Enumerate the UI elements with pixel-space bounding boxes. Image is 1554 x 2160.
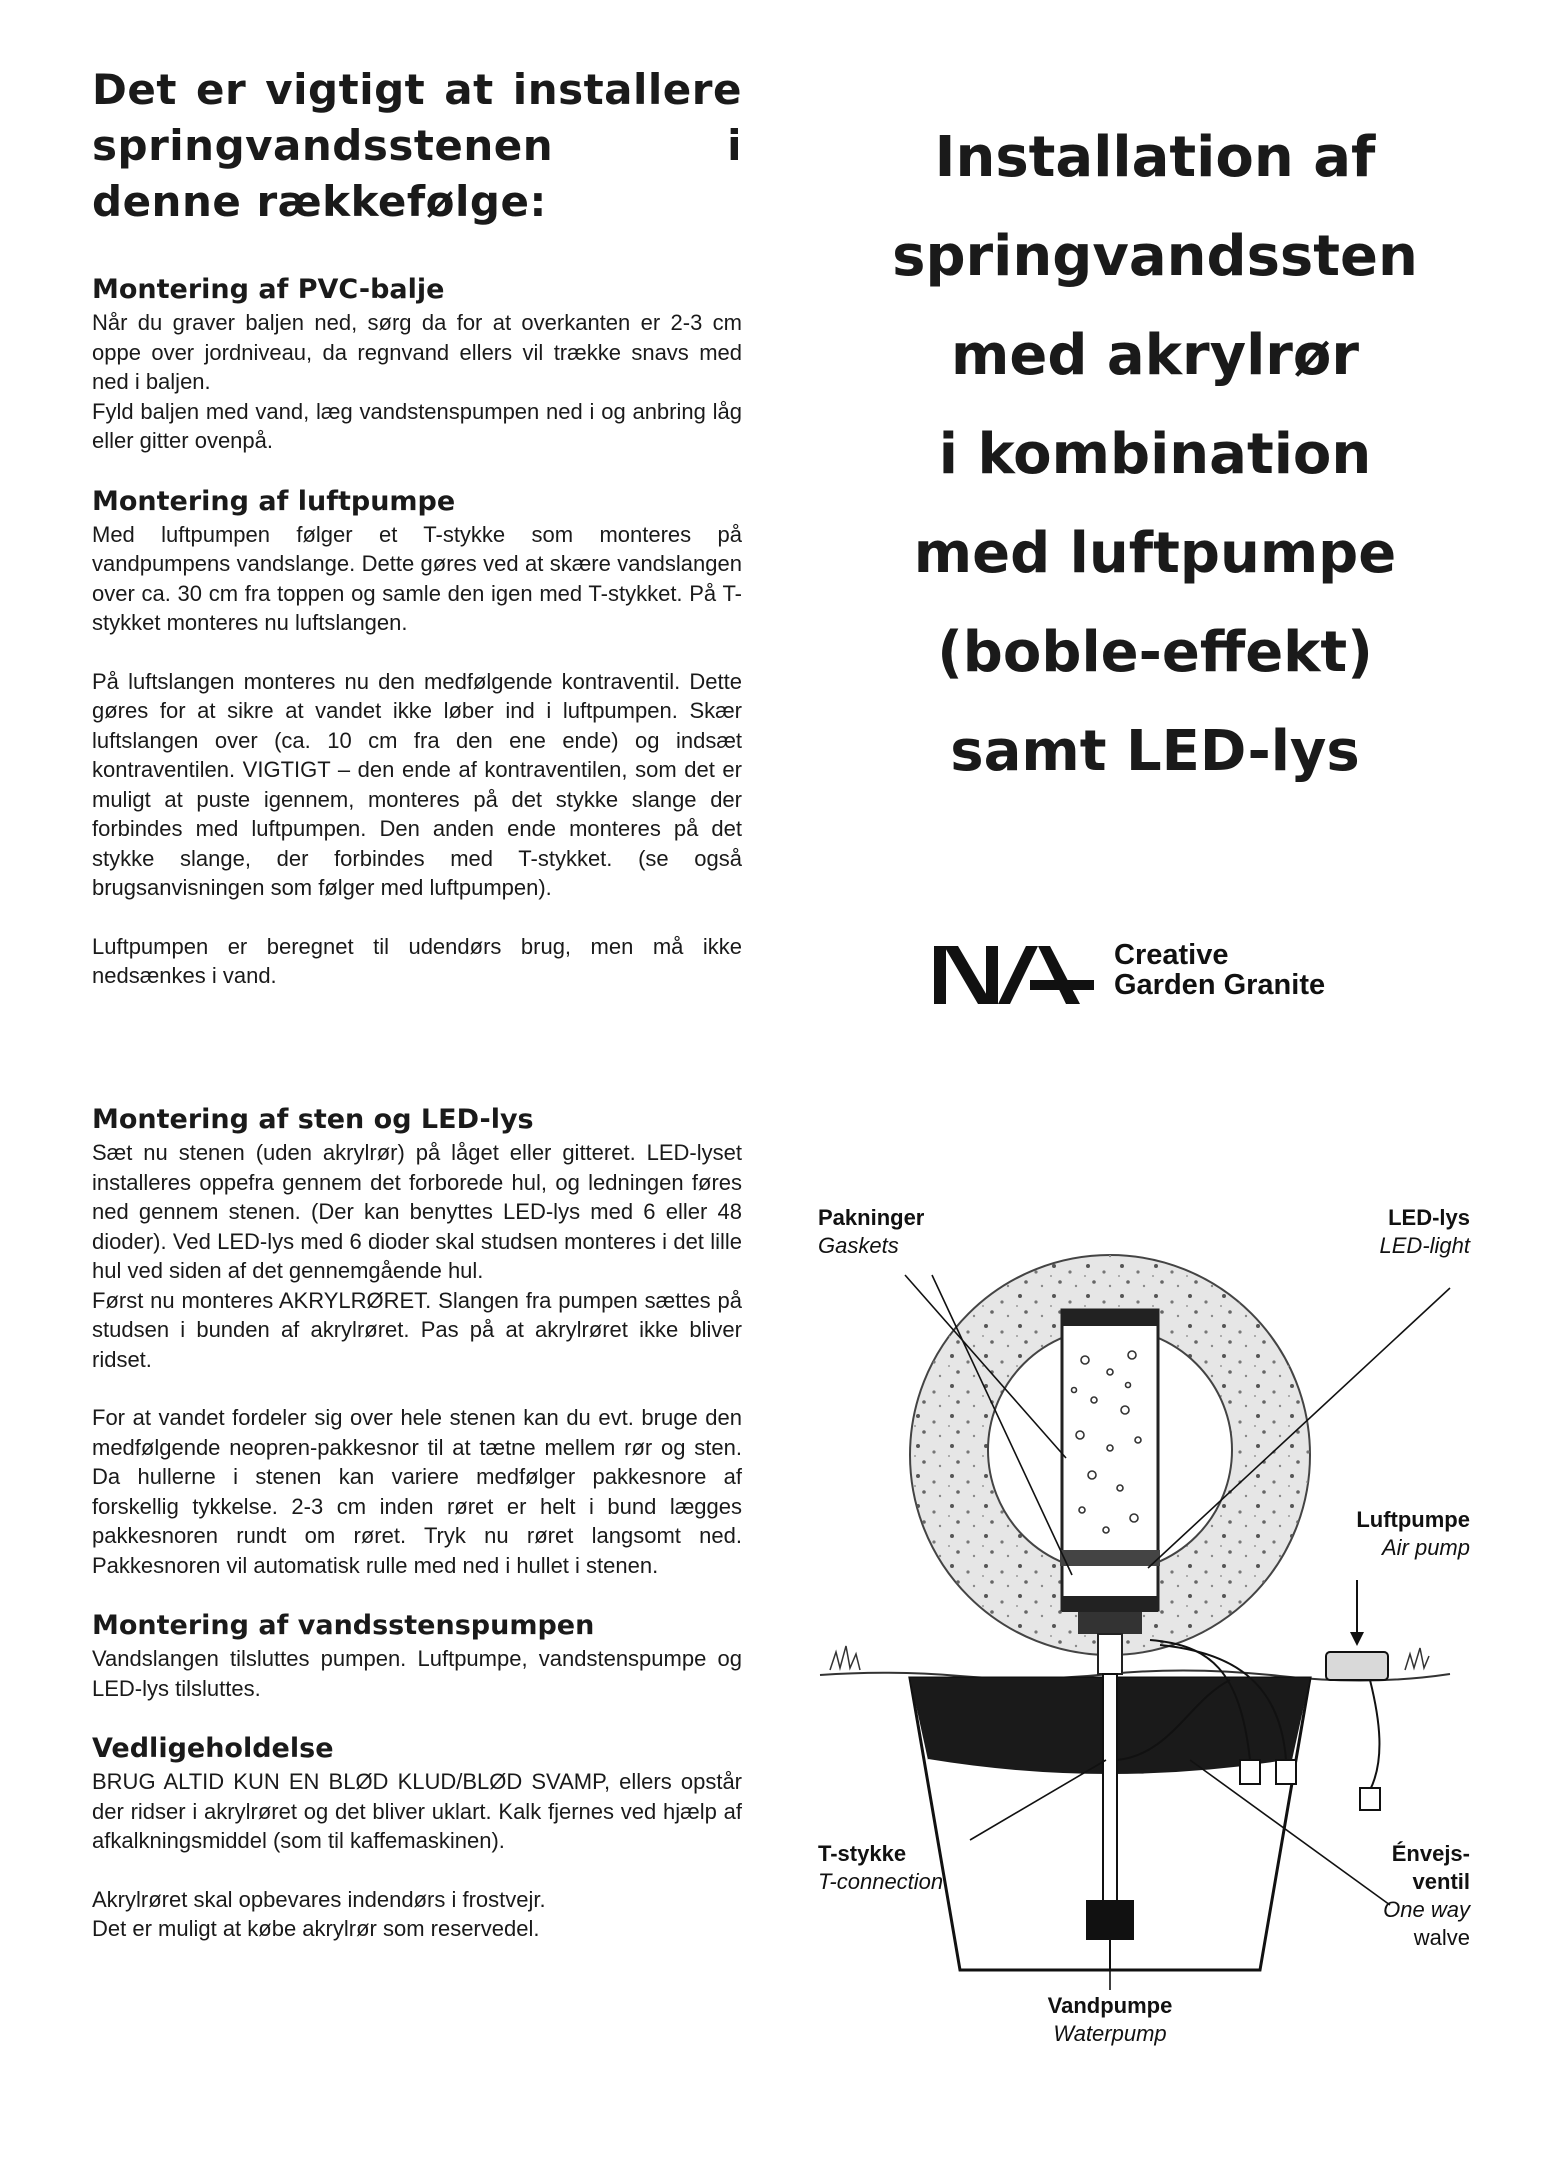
label-valve-en-1: One way <box>1383 1897 1470 1922</box>
label-valve <box>1383 1840 1470 1952</box>
label-valve-da-2: ventil <box>1412 1869 1470 1894</box>
label-led <box>1380 1204 1470 1260</box>
label-waterpump-en: Waterpump <box>1053 2021 1167 2046</box>
left-column-bottom <box>92 1104 742 1974</box>
section-heading: Vedligeholdelse <box>92 1733 334 1764</box>
label-airpump-da: Luftpumpe <box>1356 1507 1470 1532</box>
label-airpump <box>1356 1506 1470 1562</box>
label-tconnection-en: T-connection <box>818 1869 944 1894</box>
section-paragraph: På luftslangen monteres nu den medfølgende kontraventil. Dette gøres for at sikre at vandet ikke løber ind i luftpumpen. Skær luftslangen over (ca. 10 cm fra den ene ende) og indsæt kontraventilen. VIGTIGT – den ende af kontraventilen, som det er muligt at puste igennem, monteres på det stykke slange der forbindes med luftpumpen. Den anden ende monteres på det stykke slange, der forbindes med T-stykket. (se også brugsanvisningen som følger med luftpumpen). <box>92 668 742 900</box>
section-paragraph: Akrylrøret skal opbevares indendørs i frostvejr. Det er muligt at købe akrylrør som reservedel. <box>92 1886 546 1941</box>
label-led-da: LED-lys <box>1388 1205 1470 1230</box>
section <box>92 1610 742 1703</box>
label-airpump-en: Air pump <box>1381 1535 1470 1560</box>
label-waterpump <box>1020 1992 1200 2048</box>
sections-bottom <box>92 1104 742 1944</box>
intro-heading: Det er vigtigt at installere springvandsstenen i denne rækkefølge: <box>92 65 742 226</box>
section <box>92 1104 742 1580</box>
label-valve-da-1: Énvejs- <box>1391 1841 1470 1866</box>
label-waterpump-da: Vandpumpe <box>1047 1993 1173 2018</box>
section <box>92 486 742 991</box>
section-paragraph: Med luftpumpen følger et T-stykke som monteres på vandpumpens vandslange. Dette gøres ved at skære vandslangen over ca. 30 cm fra toppen og samle den igen med T-stykket. På T-stykket monteres nu luftslangen. <box>92 521 742 635</box>
label-valve-en-2: walve <box>1413 1925 1470 1950</box>
label-tconnection-da: T-stykke <box>818 1841 907 1866</box>
section <box>92 274 742 456</box>
section-heading: Montering af luftpumpe <box>92 485 456 517</box>
section <box>92 1733 742 1944</box>
label-gaskets-da: Pakninger <box>818 1205 925 1230</box>
label-tconnection <box>818 1840 943 1896</box>
section-heading: Montering af PVC-balje <box>92 274 445 305</box>
section-heading: Montering af sten og LED-lys <box>92 1104 534 1135</box>
installation-diagram <box>810 1200 1490 2050</box>
section-paragraph: Luftpumpen er beregnet til udendørs brug, men må ikke nedsænkes i vand. <box>92 933 742 988</box>
sections-top <box>92 274 742 991</box>
brand-logo <box>934 940 1374 1010</box>
section-paragraph: Sæt nu stenen (uden akrylrør) på låget eller gitteret. LED-lyset installeres oppefra gennem det forborede hul, og ledningen føres ned gennem stenen. (Der kan benyttes LED-lys med 6 eller 48 dioder). Ved LED-lys med 6 dioder skal studsen monteres i det lille hul ved siden af det gennemgående hul. Først nu monteres AKRYLRØRET. Slangen fra pumpen sættes på studsen i bunden af akrylrøret. Pas på at akrylrøret ikke bliver ridset. <box>92 1140 742 1372</box>
label-gaskets-en: Gaskets <box>818 1233 899 1258</box>
section-paragraph: For at vandet fordeler sig over hele stenen kan du evt. bruge den medfølgende neopren-pakkesnor til at tætne mellem rør og sten. Da hullerne i stenen kan variere medfølger pakkesnore af forskellig tykkelse. 2-3 cm inden røret er helt i bund lægges pakkesnoren rundt om røret. Tryk nu røret langsomt ned. Pakkesnoren vil automatisk rulle med ned i hullet i stenen. <box>92 1405 742 1578</box>
logo-text <box>1114 940 1325 1000</box>
section-heading: Montering af vandsstenspumpen <box>92 1610 595 1641</box>
section-paragraph: Når du graver baljen ned, sørg da for at overkanten er 2-3 cm oppe over jordniveau, da regnvand ellers vil trække snavs med ned i baljen. Fyld baljen med vand, læg vandstenspumpen ned i og anbring låg eller gitter ovenpå. <box>92 310 742 453</box>
logo-line-1: Creative <box>1114 939 1229 971</box>
section-paragraph: Vandslangen tilsluttes pumpen. Luftpumpe, vandstenspumpe og LED-lys tilsluttes. <box>92 1646 742 1701</box>
logo-mark-icon <box>934 942 1109 1008</box>
document-title: Installation af springvandssten med akrylrør i kombination med luftpumpe (boble-effekt) samt LED-lys <box>892 125 1418 784</box>
label-gaskets <box>818 1204 924 1260</box>
left-column-top <box>92 62 742 1021</box>
section-paragraph: BRUG ALTID KUN EN BLØD KLUD/BLØD SVAMP, ellers opstår der ridser i akrylrøret og det bliver uklart. Kalk fjernes ved hjælp af afkalkningsmiddel (som til kaffemaskinen). <box>92 1769 742 1853</box>
logo-line-2: Garden Granite <box>1114 969 1326 1001</box>
label-led-en: LED-light <box>1379 1233 1470 1258</box>
